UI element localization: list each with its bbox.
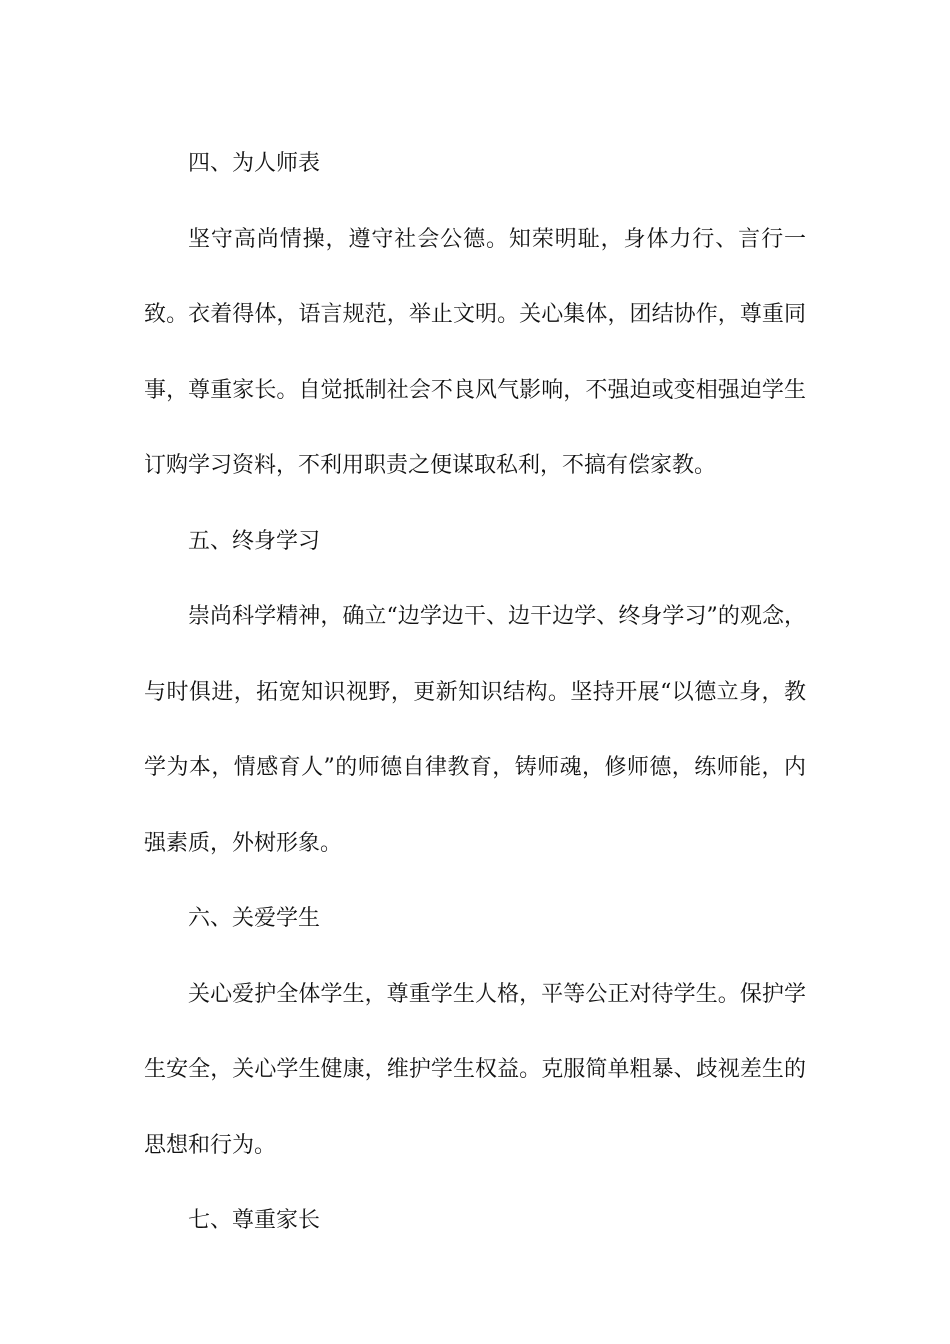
section-heading-6: 六、关爱学生 bbox=[188, 906, 321, 931]
document-body bbox=[144, 126, 806, 1259]
section-heading-7: 七、尊重家长 bbox=[188, 1208, 321, 1233]
section-paragraph-6: 关心爱护全体学生，尊重学生人格，平等公正对待学生。保护学生安全，关心学生健康，维护学生权益。克服简单粗暴、歧视差生的思想和行为。 bbox=[144, 981, 806, 1158]
section-heading-5: 五、终身学习 bbox=[188, 528, 321, 554]
section-paragraph-4: 坚守高尚情操，遵守社会公德。知荣明耻，身体力行、言行一致。衣着得体，语言规范，举止文明。关心集体，团结协作，尊重同事，尊重家长。自觉抵制社会不良风气影响，不强迫或变相强迫学生订购学习资料，不利用职责之便谋取私利，不搞有偿家教。 bbox=[144, 226, 806, 478]
section-paragraph-5: 崇尚科学精神，确立“边学边干、边干边学、终身学习”的观念，与时俱进，拓宽知识视野，更新知识结构。坚持开展“以德立身，教学为本，情感育人”的师德自律教育，铸师魂，修师德，练师能，内强素质，外树形象。 bbox=[144, 604, 806, 856]
section-heading-4: 四、为人师表 bbox=[188, 151, 321, 176]
